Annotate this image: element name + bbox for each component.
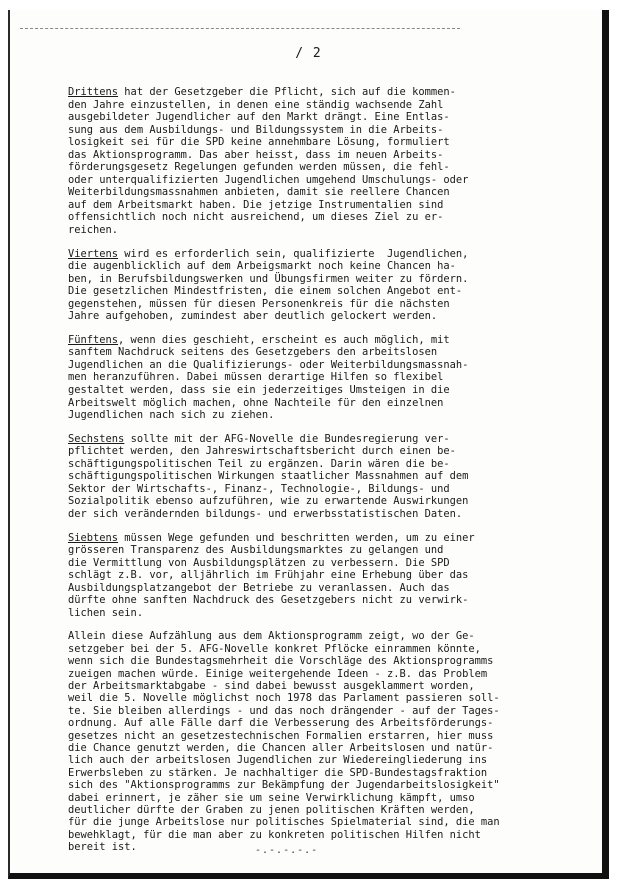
paragraph-text: hat der Gesetzgeber die Pflicht, sich auf die kommen- den Jahre einzustellen, in denen eine ständig wachsende Zahl ausgebildeter Jugendlicher auf den Markt drängt. Eine Entlas- sung aus dem Ausbildungs- und Bildungssystem in die Arbeits- losigkeit sei für die SPD keine annehmbare Lösung, formuliert das Aktionsprogramm. Das aber heisst, dass im neuen Arbeits- förderungsgesetz Regelungen gefunden werden müssen, die fehl- oder unterqualifizierten Jugendlichen umgehend Umschulungs- oder Weiterbildungsmassnahmen anbieten, damit sie reellere Chancen auf dem Arbeitsmarkt haben. Die jetzige Instrumentalien sind offensichtlich noch nicht ausreichend, um dieses Ziel zu er- reichen. bbox=[68, 86, 469, 237]
top-rule bbox=[20, 28, 460, 29]
paragraph-text: müssen Wege gefunden und beschritten werden, um zu einer grösseren Transparenz des Ausbildungsmarktes zu gelangen und die Vermittlung von Ausbildungsplätzen zu verbessern. Die SPD schlägt z.B. vor, alljährlich im Frühjahr eine Erhebung über das Ausbildungsplatzangebot der Betriebe zu veranlassen. Auch das dürfte ohne sanften Nachdruck des Gesetzgebers nicht zu verwirk- lichen sein. bbox=[68, 531, 475, 619]
page-number: / 2 bbox=[295, 46, 322, 61]
paragraph-text: wird es erforderlich sein, qualifizierte Jugendlichen, die augenblicklich auf dem Arbeigsmarkt noch keine Chancen ha- ben, in Berufsbildungswerken und Übungsfirmen weiter zu fördern. Die gesetzlichen Mindestfristen, die einem solchen Angebot ent- gegenstehen, müssen für diesen Personenkreis für die nächsten Jahre aufgehoben, zumindest aber deutlich gelockert werden. bbox=[68, 247, 469, 323]
paragraph-lead: Viertens bbox=[68, 247, 119, 260]
paragraph-lead: Drittens bbox=[68, 86, 119, 98]
paragraph-lead: Fünftens bbox=[68, 333, 119, 346]
paragraph-lead: Sechstens bbox=[68, 432, 125, 445]
paragraph-text: sollte mit der AFG-Novelle die Bundesregierung ver- pflichtet werden, den Jahreswirtschaftsbericht durch einen be- schäftigungspolitischen Teil zu ergänzen. Darin wären die be- schäftigungspolitischen Wirkungen staatlicher Massnahmen auf dem Sektor der Wirtschafts-, Finanz-, Technologie-, Bildungs- und Sozialpolitik ebenso aufzuführen, wie zu erwartende Auswirkungen der sich verändernden bildungs- und erwerbsstatistischen Daten. bbox=[68, 432, 469, 520]
paragraph-drittens bbox=[68, 86, 588, 237]
paragraph-viertens bbox=[68, 248, 588, 323]
paragraph-lead: Siebtens bbox=[68, 531, 119, 544]
paragraph-text: , wenn dies geschieht, erscheint es auch möglich, mit sanftem Nachdruck seitens des Gesetzgebers den arbeitslosen Jugendlichen an die Qualifizierungs- oder Weiterbildungsmassnah- men heranzuführen. Dabei müssen derartige Hilfen so flexibel gestaltet werden, dass sie ein jederzeitiges Umsteigen in die Arbeitswelt möglich machen, ohne Nachteile für den einzelnen Jugendlichen nach sich zu ziehen. bbox=[68, 333, 469, 422]
paragraph-siebtens bbox=[68, 532, 588, 620]
paragraph-text: Allein diese Aufzählung aus dem Aktionsprogramm zeigt, wo der Ge- setzgeber bei der 5. AFG-Novelle konkret Pflöcke einrammen könnte, wenn sich die Bundestagsmehrheit die Vorschläge des Aktionsprogramms zueigen machen würde. Einige weitergehende Ideen - z.B. das Problem der Arbeitsmarktabgabe - sind dabei bewusst ausgeklammert worden, weil die 5. Novelle möglichst noch 1978 das Parlament passieren soll- te. Sie bleiben allerdings - und das noch drängender - auf der Tages- ordnung. Auf alle Fälle darf die Verbesserung des Arbeitsförderungs- gesetzes nicht an gesetzestechnischen Formalien erstarren, hier muss die Chance genutzt werden, die Chancen aller Arbeitslosen und natür- lich auch der arbeitslosen Jugendlichen zur Wiedereingliederung ins Erwerbsleben zu stärken. Je nachhaltiger die SPD-Bundestagsfraktion sich des "Aktionsprogramms zur Bekämpfung der Jugendarbeitslosigkeit" dabei erinnert, je zäher sie um seine Verwirklichung kämpft, umso deutlicher dürfte der Graben zu jenen politischen Kräften werden, für die junge Arbeitslose nur politisches Spielmaterial sind, die man bewehklagt, für die man aber zu konkreten politischen Hilfen nicht bereit ist. bbox=[68, 630, 500, 854]
paragraph-sechstens bbox=[68, 433, 588, 521]
paragraph-conclusion bbox=[68, 630, 588, 853]
paragraph-fuenftens bbox=[68, 334, 588, 422]
end-mark: -.-.-.-.- bbox=[255, 845, 319, 856]
document-body bbox=[68, 86, 588, 865]
